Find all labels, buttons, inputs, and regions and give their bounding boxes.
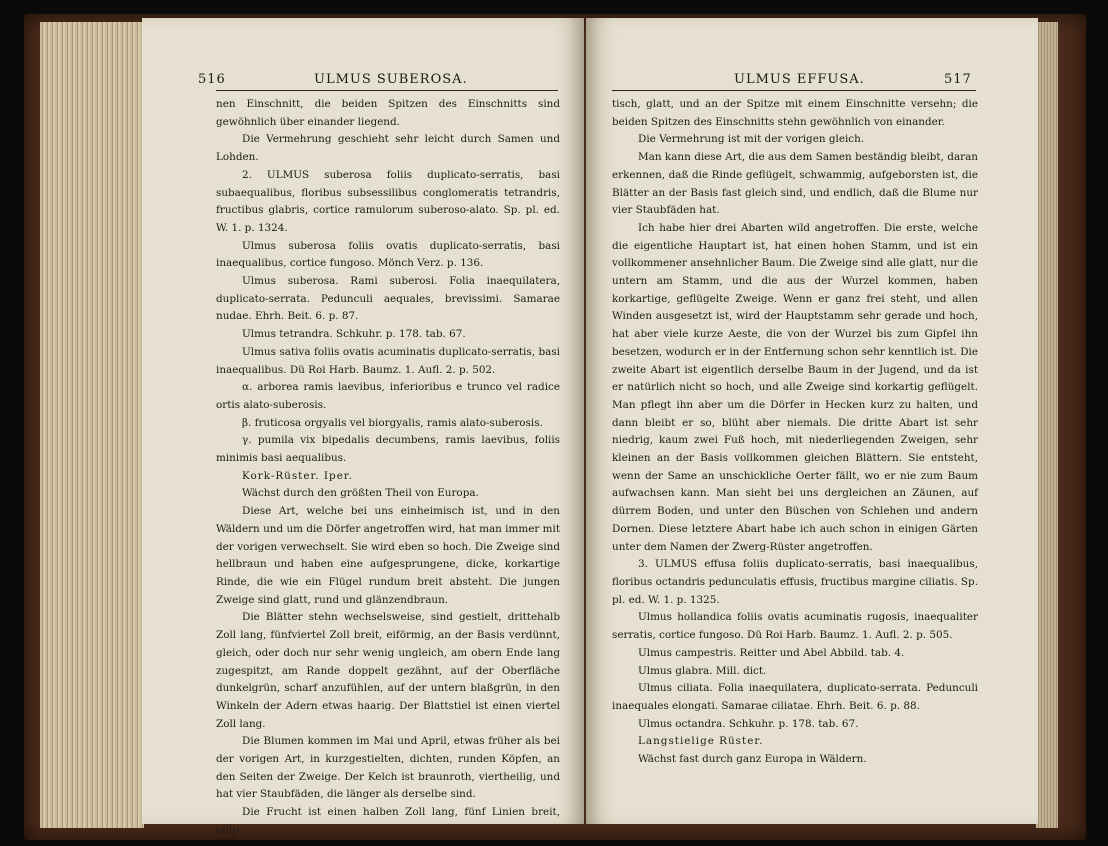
page-edges-left [40,22,144,828]
text-line: γ. pumila vix bipedalis decumbens, ramis laevibus, foliis minimis basi aequalibus. [216,434,560,465]
text-line: Kork-Rüster. Iper. [242,469,353,482]
text-line: Man kann diese Art, die aus dem Samen beständig bleibt, daran erkennen, daß die Rinde geflügelt, schwammig, aufgeborsten ist, die Blätter an der Basis fast gleich sind, und endlich, daß die Blume nur vier Staubfäden hat. [612,151,978,217]
text-line: Wächst durch den größten Theil von Europa. [242,487,479,500]
text-line: α. arborea ramis laevibus, inferioribus e trunco vel radice ortis alato-suberosis. [216,381,560,411]
running-head: ULMUS EFFUSA. [734,72,865,87]
text-line: Die Vermehrung geschieht sehr leicht durch Samen und Lohden. [216,133,560,164]
text-line: Ulmus sativa foliis ovatis acuminatis duplicato-serratis, basi inaequalibus. Dü Roi Harb. Baumz. 1. Aufl. 2. p. 502. [216,345,560,376]
text-line: 2. ULMUS suberosa foliis duplicato-serratis, basi subaequalibus, floribus subsessilibus conglomeratis tetrandris, fructibus glabris, cortice ramulorum suberoso-alato. Sp. pl. ed. W. 1. p. 1324. [216,168,560,234]
right-page [586,18,1038,824]
left-page [142,18,584,836]
text-line: Die Vermehrung ist mit der vorigen gleich. [638,133,865,146]
text-line: Die Blumen kommen im Mai und April, etwas früher als bei der vorigen Art, in kurzgestielten, dichten, runden Köpfen, an den Seiten der Zweige. Der Kelch ist braunroth, viertheilig, und hat vier Staubfäden, die länger als derselbe sind. [216,735,560,801]
text-line: Ulmus hollandica foliis ovatis acuminatis rugosis, inaequaliter serratis, cortice fungoso. Dü Roi Harb. Baumz. 1. Aufl. 2. p. 505. [612,611,978,642]
text-line: Ulmus suberosa. Rami suberosi. Folia inaequilatera, duplicato-serrata. Pedunculi aequales, brevissimi. Samarae nudae. Ehrh. Beit. 6. p. 87. [216,275,560,323]
page-text [216,96,560,840]
text-line: Ulmus ciliata. Folia inaequilatera, duplicato-serrata. Pedunculi inaequales elongati. Samarae ciliatae. Ehrh. Beit. 6. p. 88. [612,682,978,712]
text-line: Ulmus suberosa foliis ovatis duplicato-serratis, basi inaequalibus, cortice fungoso. Mönch Verz. p. 136. [216,239,560,270]
text-line: Wächst fast durch ganz Europa in Wäldern. [638,753,867,766]
text-line: Ulmus glabra. Mill. dict. [638,664,767,677]
text-line: Ich habe hier drei Abarten wild angetroffen. Die erste, welche die eigentliche Hauptart ist, hat einen hohen Stamm, und ist ein vollkommener ansehnlicher Baum. Die Zweige sind alle glatt, nur die untern am Stamm, und die aus der Wurzel kommen, haben korkartige, geflügelte Zweige. Wenn er ganz frei steht, und allen Winden ausgesetzt ist, wird der Hauptstamm sehr gerade und hoch, hat aber viele kurze Aeste, die von der Wurzel bis zum Gipfel ihn besetzen, wodurch er in der Entfernung schon sehr kenntlich ist. Die zweite Abart ist eigentlich derselbe Baum in der Jugend, und da ist er natürlich nicht so hoch, und alle Zweige sind korkartig geflügelt. Man pflegt ihn aber um die Dörfer in Hecken kurz zu halten, und dann bleibt er so, blüht aber niemals. Die dritte Abart ist sehr niedrig, kaum zwei Fuß hoch, mit niederliegenden Zweigen, sehr kleinen an der Basis vollkommen gleichen Blättern. Sie entsteht, wenn der Same an unschickliche Oerter fällt, wo er nie zum Baum aufwachsen kann. Man sieht bei uns dergleichen an Zäunen, auf dürrem Boden, und unter den Büschen von Schlehen und andern Dornen. Diese letztere Abart habe ich auch schon in einigen Gärten unter dem Namen der Zwerg-Rüster angetroffen. [612,221,978,553]
text-line: 3. ULMUS effusa foliis duplicato-serratis, basi inaequalibus, floribus octandris pedunculatis effusis, fructibus margine ciliatis. Sp. pl. ed. W. 1. p. 1325. [612,558,978,606]
text-line: Die Frucht ist einen halben Zoll lang, fünf Linien breit, ellip- [216,806,560,836]
header-rule [612,90,976,91]
text-line: Ulmus tetrandra. Schkuhr. p. 178. tab. 67. [242,328,466,341]
text-line: Diese Art, welche bei uns einheimisch ist, und in den Wäldern und um die Dörfer angetroffen wird, hat man immer mit der vorigen verwechselt. Sie wird eben so hoch. Die Zweige sind hellbraun und haben eine aufgesprungene, dicke, korkartige Rinde, die wie ein Flügel rundum breit absteht. Die jungen Zweige sind glatt, rund und glänzendbraun. [216,505,560,606]
text-line: β. fruticosa orgyalis vel biorgyalis, ramis alato-suberosis. [242,416,543,429]
page-number: 517 [944,72,972,87]
running-head: ULMUS SUBEROSA. [314,72,468,87]
header-rule [216,90,558,91]
text-line: tisch, glatt, und an der Spitze mit einem Einschnitte versehn; die beiden Spitzen des Einschnitts stehn gewöhnlich von einander. [612,98,978,128]
text-line: nen Einschnitt, die beiden Spitzen des Einschnitts sind gewöhnlich über einander liegend. [216,98,560,128]
text-line: Ulmus campestris. Reitter und Abel Abbild. tab. 4. [638,646,905,659]
page-number: 516 [198,72,226,87]
text-line: Langstielige Rüster. [638,735,764,748]
page-edges-right [1036,22,1058,828]
text-line: Die Blätter stehn wechselsweise, sind gestielt, drittehalb Zoll lang, fünfviertel Zoll breit, eiförmig, an der Basis verdünnt, gleich, oder doch nur sehr wenig ungleich, am obern Ende lang zugespitzt, am Rande doppelt gezähnt, auf der Oberfläche dunkelgrün, scharf anzufühlen, auf der untern blaßgrün, in den Winkeln der Adern etwas haarig. Der Blattstiel ist einen viertel Zoll lang. [216,611,560,730]
text-line: Ulmus octandra. Schkuhr. p. 178. tab. 67. [638,717,859,730]
page-text [612,96,978,769]
